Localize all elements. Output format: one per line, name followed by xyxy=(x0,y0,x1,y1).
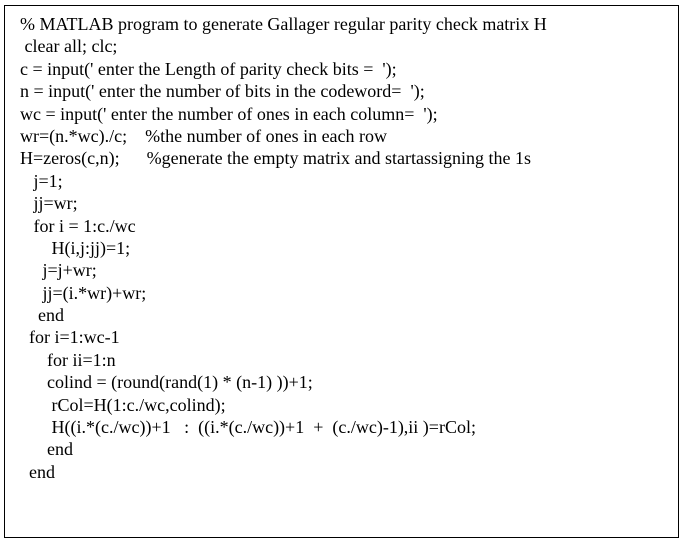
code-line: colind = (round(rand(1) * (n-1) ))+1; xyxy=(20,372,313,393)
code-line: H((i.*(c./wc))+1 : ((i.*(c./wc))+1 + (c./wc)-1),ii )=rCol; xyxy=(20,417,476,438)
code-line: jj=(i.*wr)+wr; xyxy=(20,282,147,303)
code-line: H=zeros(c,n); %generate the empty matrix and startassigning the 1s xyxy=(20,148,531,169)
code-line: rCol=H(1:c./wc,colind); xyxy=(20,394,226,415)
code-line: c = input(' enter the Length of parity check bits = '); xyxy=(20,58,397,79)
code-line: jj=wr; xyxy=(20,193,78,214)
code-line: j=1; xyxy=(20,170,63,191)
code-line: end xyxy=(20,439,73,460)
code-line: % MATLAB program to generate Gallager regular parity check matrix H xyxy=(20,14,547,34)
code-listing xyxy=(20,13,547,483)
code-line: for i = 1:c./wc xyxy=(20,215,136,236)
code-line: end xyxy=(20,305,64,326)
code-line: for ii=1:n xyxy=(20,349,116,370)
code-line: end xyxy=(20,461,55,482)
code-line: wr=(n.*wc)./c; %the number of ones in each row xyxy=(20,125,388,146)
code-line: for i=1:wc-1 xyxy=(20,327,120,348)
code-line: n = input(' enter the number of bits in the codeword= '); xyxy=(20,81,425,102)
code-line: j=j+wr; xyxy=(20,260,97,281)
code-line: wc = input(' enter the number of ones in each column= '); xyxy=(20,103,438,124)
code-line: H(i,j:jj)=1; xyxy=(20,237,131,258)
code-line: clear all; clc; xyxy=(20,36,118,57)
code-listing-box xyxy=(4,5,679,538)
